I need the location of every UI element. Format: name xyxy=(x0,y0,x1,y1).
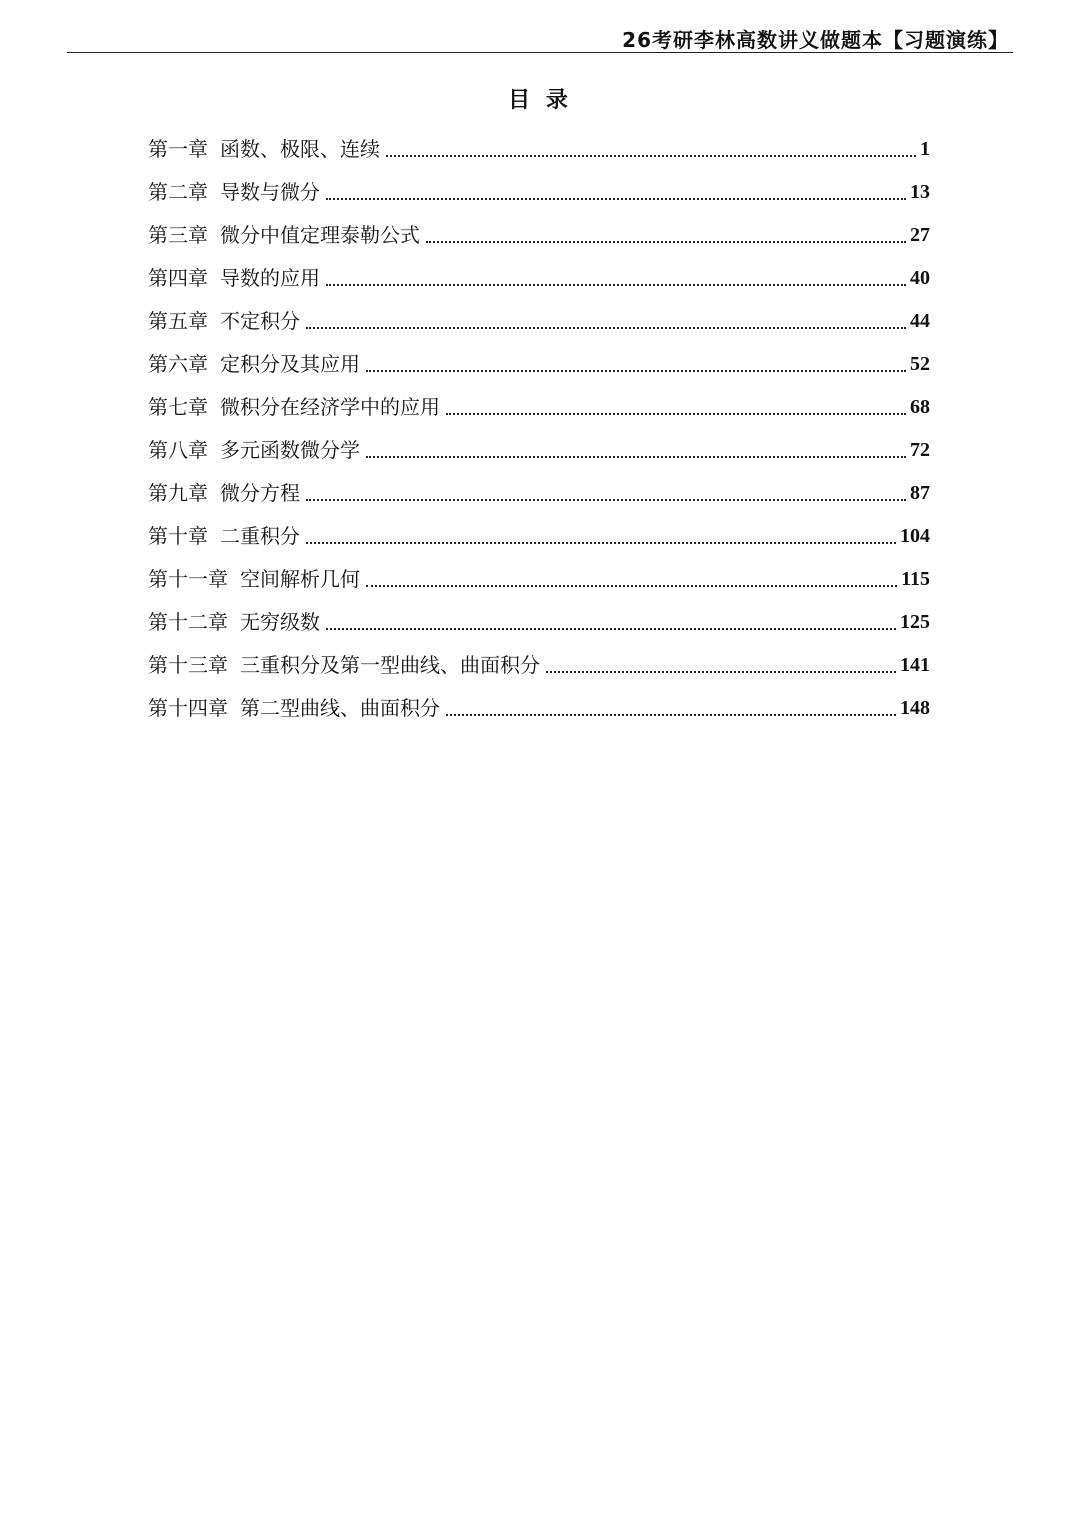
toc-entry-2[interactable] xyxy=(148,171,930,214)
page-number: 87 xyxy=(910,482,930,504)
toc-entry-9[interactable] xyxy=(148,472,930,515)
dot-leader xyxy=(306,326,906,329)
dot-leader xyxy=(326,283,906,286)
page-number: 72 xyxy=(910,439,930,461)
chapter-title: 导数的应用 xyxy=(220,266,320,290)
chapter-number: 第十四章 xyxy=(148,696,228,720)
chapter-number: 第五章 xyxy=(148,309,208,333)
toc-entry-10[interactable] xyxy=(148,515,930,558)
chapter-title: 空间解析几何 xyxy=(240,567,360,591)
toc-title: 目 录 xyxy=(508,87,572,113)
toc-entry-14[interactable] xyxy=(148,687,930,730)
page-number: 125 xyxy=(900,611,930,633)
chapter-title: 第二型曲线、曲面积分 xyxy=(240,696,440,720)
dot-leader xyxy=(306,541,896,544)
chapter-title: 二重积分 xyxy=(220,524,300,548)
toc-entry-7[interactable] xyxy=(148,386,930,429)
chapter-number: 第二章 xyxy=(148,180,208,204)
page-number: 44 xyxy=(910,310,930,332)
chapter-title: 导数与微分 xyxy=(220,180,320,204)
page-number: 104 xyxy=(900,525,930,547)
chapter-title: 定积分及其应用 xyxy=(220,352,360,376)
dot-leader xyxy=(546,670,896,673)
toc-entry-1[interactable] xyxy=(148,128,930,171)
toc-entry-3[interactable] xyxy=(148,214,930,257)
chapter-title: 微分方程 xyxy=(220,481,300,505)
chapter-number: 第三章 xyxy=(148,223,208,247)
page-number: 52 xyxy=(910,353,930,375)
chapter-title: 多元函数微分学 xyxy=(220,438,360,462)
chapter-title: 不定积分 xyxy=(220,309,300,333)
chapter-title: 函数、极限、连续 xyxy=(220,137,380,161)
page-number: 27 xyxy=(910,224,930,246)
chapter-number: 第十三章 xyxy=(148,653,228,677)
chapter-number: 第十章 xyxy=(148,524,208,548)
dot-leader xyxy=(386,154,916,157)
page-number: 13 xyxy=(910,181,930,203)
toc-entry-13[interactable] xyxy=(148,644,930,687)
chapter-title: 微分中值定理泰勒公式 xyxy=(220,223,420,247)
chapter-number: 第十一章 xyxy=(148,567,228,591)
dot-leader xyxy=(426,240,906,243)
chapter-number: 第十二章 xyxy=(148,610,228,634)
chapter-number: 第一章 xyxy=(148,137,208,161)
chapter-title: 无穷级数 xyxy=(240,610,320,634)
toc-entry-5[interactable] xyxy=(148,300,930,343)
page-number: 148 xyxy=(900,697,930,719)
chapter-number: 第四章 xyxy=(148,266,208,290)
chapter-title: 三重积分及第一型曲线、曲面积分 xyxy=(240,653,540,677)
page-number: 1 xyxy=(920,138,930,160)
page-number: 68 xyxy=(910,396,930,418)
page-number: 115 xyxy=(901,568,930,590)
chapter-number: 第九章 xyxy=(148,481,208,505)
chapter-number: 第八章 xyxy=(148,438,208,462)
page-header xyxy=(67,28,1013,53)
chapter-number: 第七章 xyxy=(148,395,208,419)
page-number: 40 xyxy=(910,267,930,289)
dot-leader xyxy=(366,369,906,372)
dot-leader xyxy=(446,713,896,716)
dot-leader xyxy=(366,584,897,587)
toc-entry-12[interactable] xyxy=(148,601,930,644)
dot-leader xyxy=(306,498,906,501)
toc-list xyxy=(148,128,930,730)
dot-leader xyxy=(446,412,906,415)
toc-entry-6[interactable] xyxy=(148,343,930,386)
toc-entry-8[interactable] xyxy=(148,429,930,472)
chapter-number: 第六章 xyxy=(148,352,208,376)
dot-leader xyxy=(366,455,906,458)
header-title: 26考研李林高数讲义做题本【习题演练】 xyxy=(622,28,1009,52)
dot-leader xyxy=(326,627,896,630)
toc-entry-11[interactable] xyxy=(148,558,930,601)
page-number: 141 xyxy=(900,654,930,676)
dot-leader xyxy=(326,197,906,200)
toc-entry-4[interactable] xyxy=(148,257,930,300)
chapter-title: 微积分在经济学中的应用 xyxy=(220,395,440,419)
